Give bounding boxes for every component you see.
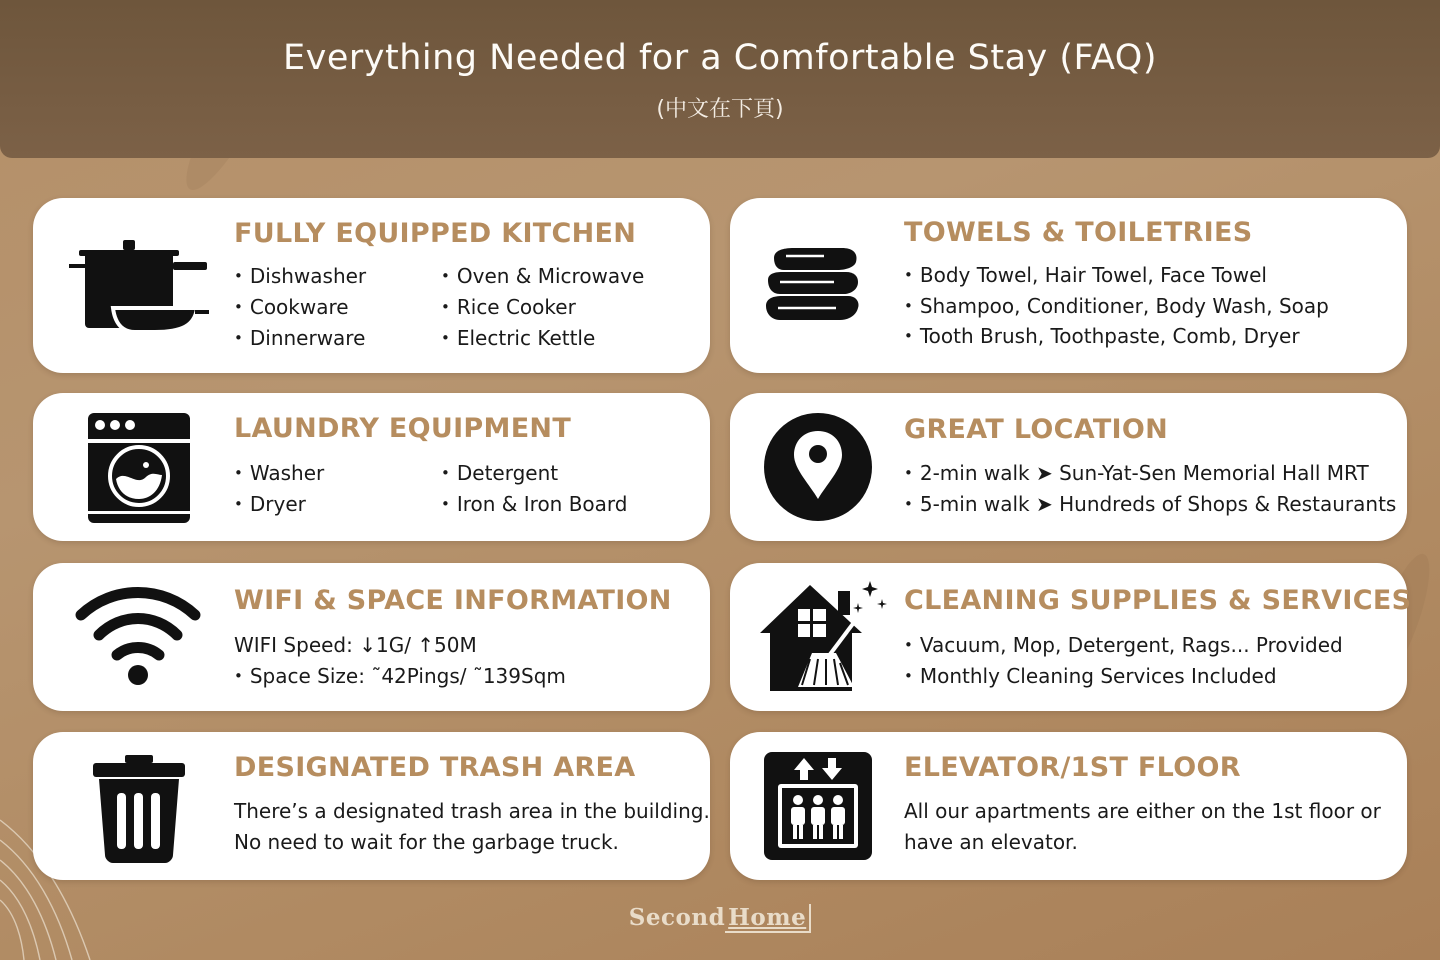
list-item: • Electric Kettle — [441, 326, 596, 350]
list-item: • Washer — [234, 461, 325, 485]
washing-machine-icon — [88, 413, 190, 523]
laundry-card — [33, 393, 710, 541]
list-item: • Rice Cooker — [441, 295, 576, 319]
list-item: • Cookware — [234, 295, 349, 319]
wifi-speed-text: WIFI Speed: ↓1G/ ↑50M — [234, 633, 477, 657]
elevator-icon — [764, 752, 872, 860]
list-item: • Monthly Cleaning Services Included — [904, 664, 1277, 688]
location-card — [730, 393, 1407, 541]
wifi-card — [33, 563, 710, 711]
list-item: • Vacuum, Mop, Detergent, Rags... Provided — [904, 633, 1343, 657]
elevator-line-1: All our apartments are either on the 1st floor or — [904, 799, 1381, 823]
towels-icon — [764, 246, 860, 326]
trash-card — [33, 732, 710, 880]
list-item: • Detergent — [441, 461, 559, 485]
trash-title: DESIGNATED TRASH AREA — [234, 752, 636, 783]
elevator-line-2: have an elevator. — [904, 830, 1078, 854]
trash-line-1: There’s a designated trash area in the building. — [234, 799, 710, 823]
trash-can-icon — [93, 755, 185, 863]
list-item: • 5-min walk ➤ Hundreds of Shops & Restaurants — [904, 492, 1397, 516]
kitchen-title: FULLY EQUIPPED KITCHEN — [234, 218, 637, 249]
location-pin-icon — [764, 413, 872, 521]
brand-second: Home — [725, 904, 811, 933]
wifi-icon — [75, 585, 201, 687]
brand-logo — [0, 904, 1440, 931]
list-item: • Iron & Iron Board — [441, 492, 628, 516]
laundry-title: LAUNDRY EQUIPMENT — [234, 413, 572, 444]
cleaning-title: CLEANING SUPPLIES & SERVICES — [904, 585, 1412, 616]
page-subtitle: (中文在下頁) — [656, 97, 784, 122]
towels-card — [730, 198, 1407, 373]
list-item: • Space Size: ˜42Pings/ ˜139Sqm — [234, 664, 566, 688]
elevator-title: ELEVATOR/1ST FLOOR — [904, 752, 1241, 783]
cookware-icon — [69, 238, 211, 334]
page-title: Everything Needed for a Comfortable Stay (FAQ) — [283, 38, 1157, 78]
list-item: • Oven & Microwave — [441, 264, 645, 288]
page-header — [0, 0, 1440, 158]
wifi-title: WIFI & SPACE INFORMATION — [234, 585, 672, 616]
list-item: • Shampoo, Conditioner, Body Wash, Soap — [904, 294, 1329, 318]
list-item: • Tooth Brush, Toothpaste, Comb, Dryer — [904, 324, 1300, 348]
brand-first: Second — [628, 904, 726, 931]
location-title: GREAT LOCATION — [904, 414, 1169, 445]
list-item: • Dinnerware — [234, 326, 366, 350]
list-item: • Dryer — [234, 492, 306, 516]
towels-title: TOWELS & TOILETRIES — [904, 217, 1253, 248]
elevator-card — [730, 732, 1407, 880]
list-item: • 2-min walk ➤ Sun-Yat-Sen Memorial Hall MRT — [904, 461, 1369, 485]
cleaning-card — [730, 563, 1412, 711]
list-item: • Body Towel, Hair Towel, Face Towel — [904, 263, 1267, 287]
list-item: • Dishwasher — [234, 264, 367, 288]
kitchen-card — [33, 198, 710, 373]
house-broom-icon — [758, 577, 888, 693]
trash-line-2: No need to wait for the garbage truck. — [234, 830, 619, 854]
